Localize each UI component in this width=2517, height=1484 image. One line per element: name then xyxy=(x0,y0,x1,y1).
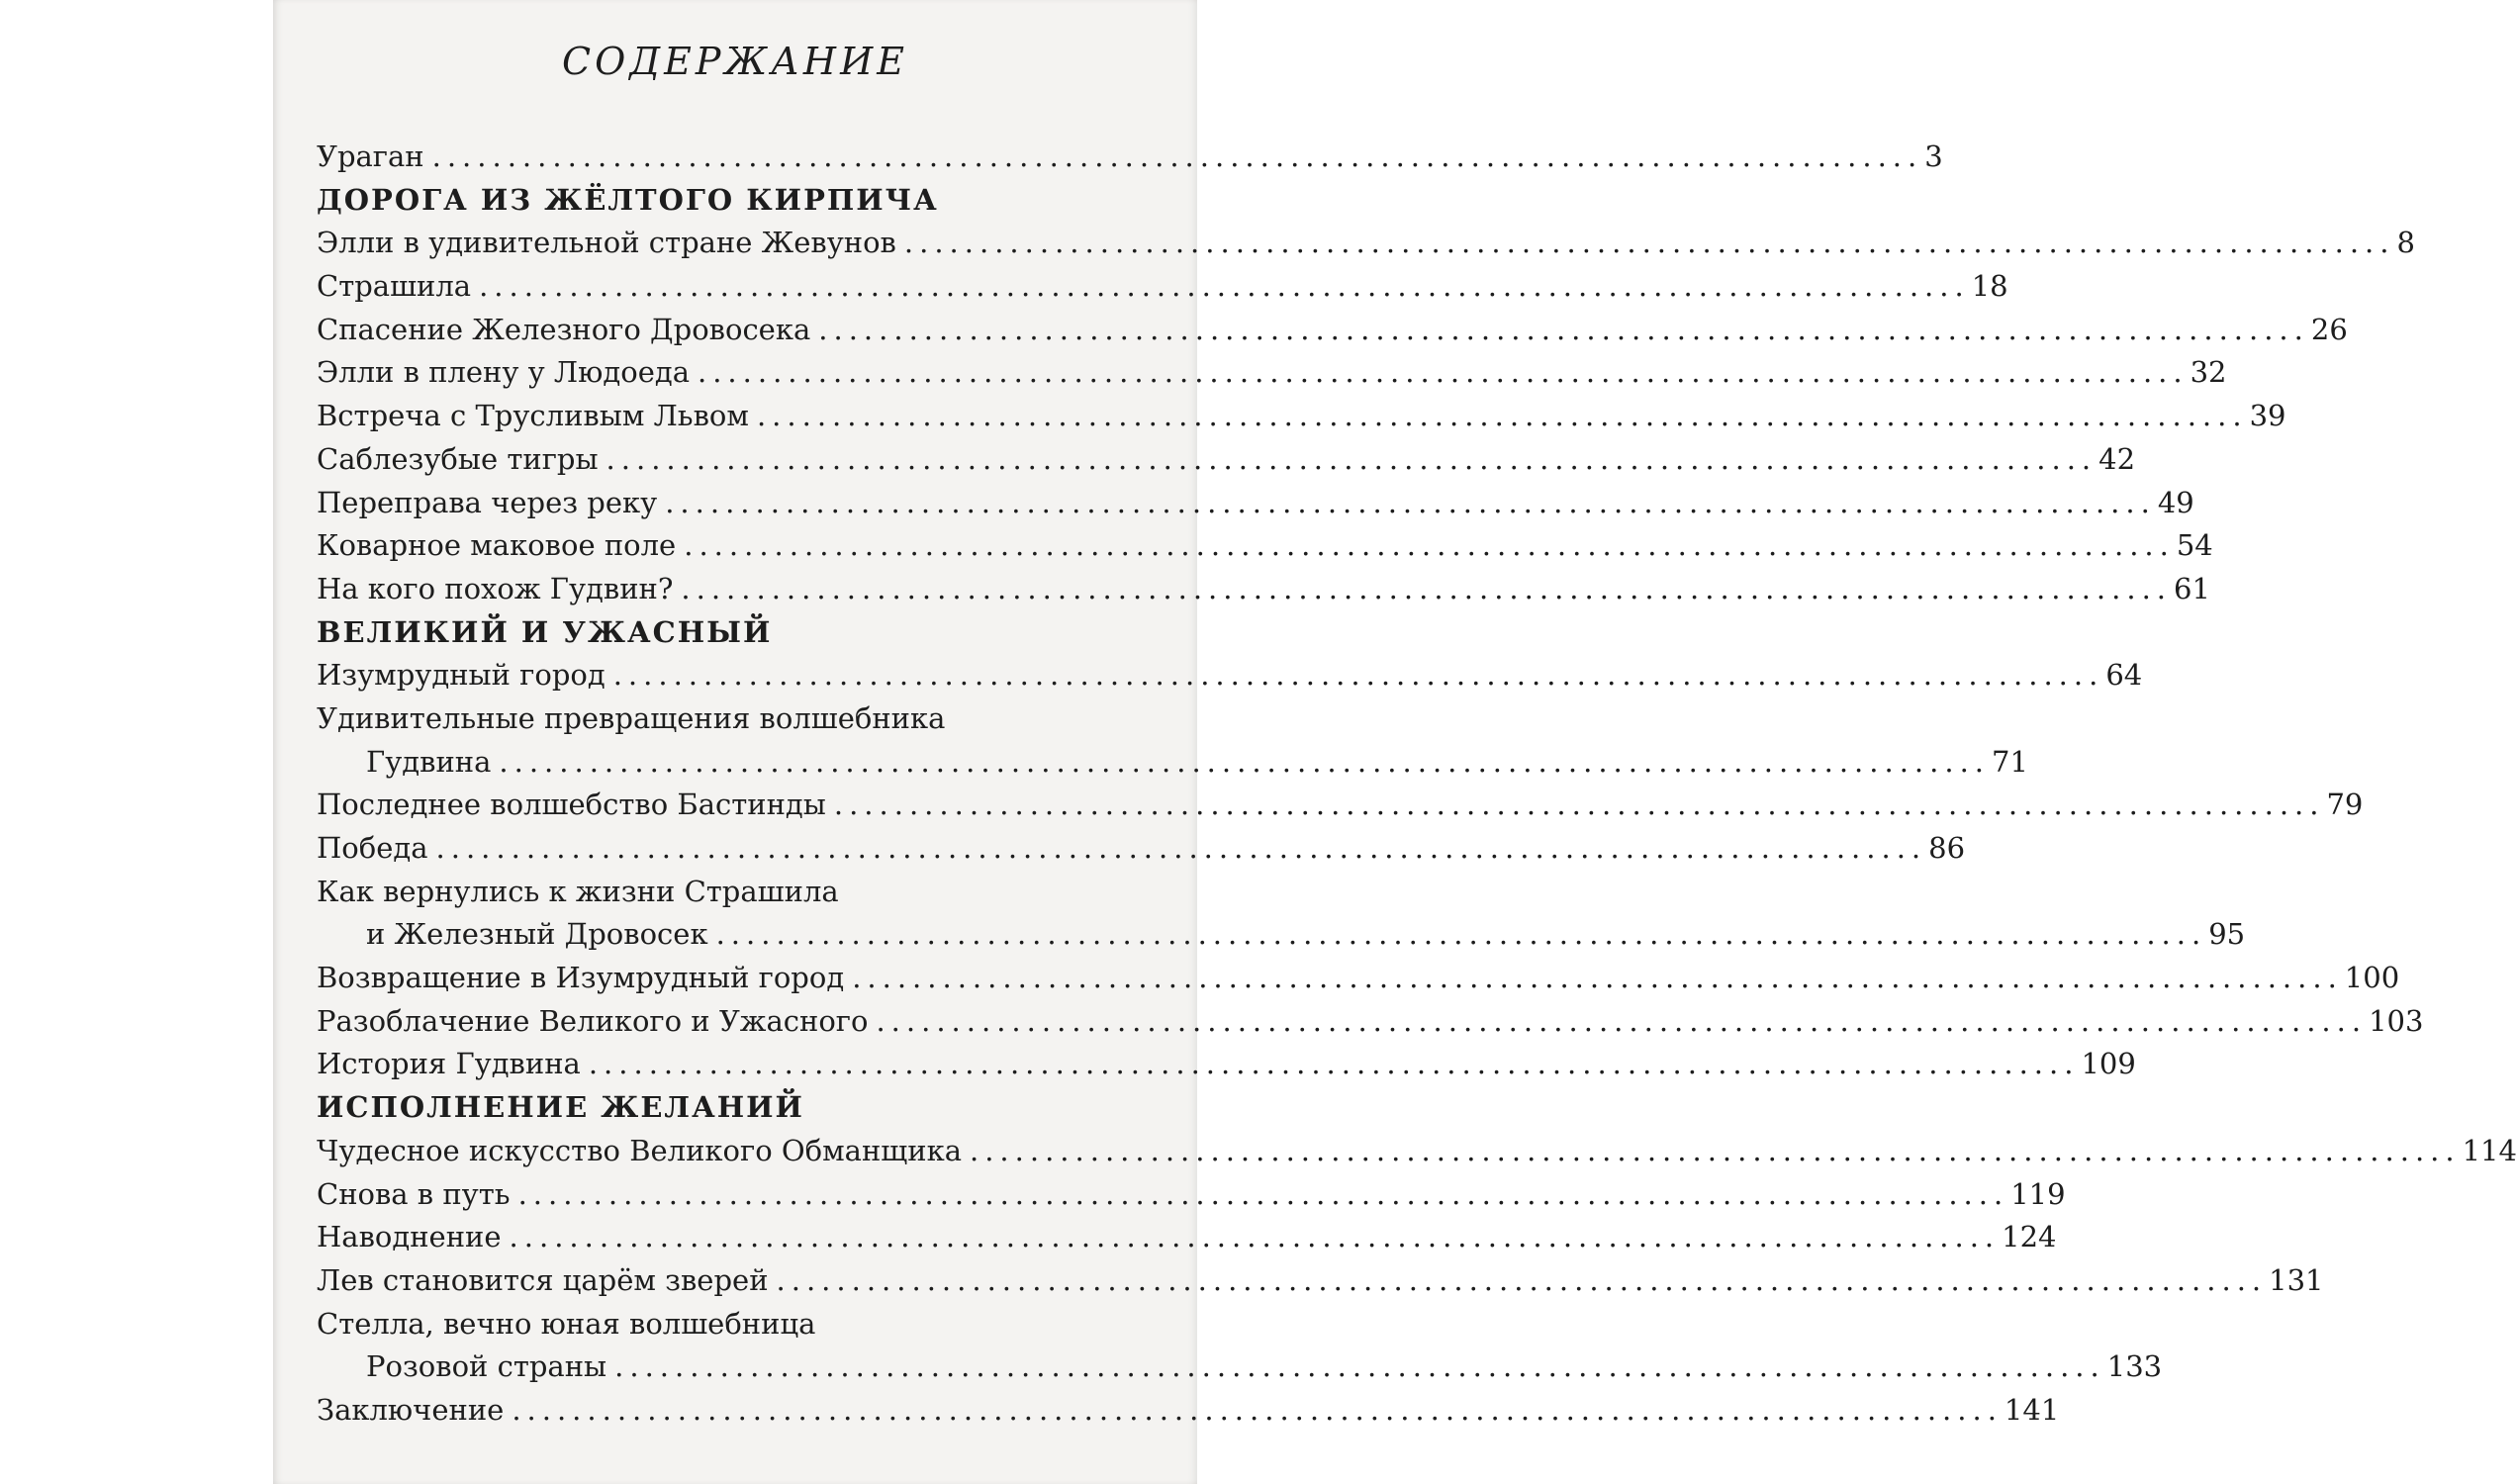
page-number: 71 xyxy=(1992,744,2028,779)
toc-entry xyxy=(317,871,1146,914)
page-number: 131 xyxy=(2269,1262,2324,1297)
chapter-title: Розовой страны xyxy=(366,1349,607,1384)
page-number: 141 xyxy=(2004,1392,2060,1427)
toc-entry xyxy=(317,827,1966,871)
leader-dots: ................................................................................................... xyxy=(903,226,2395,260)
toc-entry xyxy=(317,482,2194,525)
toc-entry xyxy=(317,1303,1146,1346)
leader-dots: ................................................................................................... xyxy=(588,1047,2080,1081)
chapter-title: Возвращение в Изумрудный город xyxy=(317,961,845,995)
toc-entry xyxy=(317,1259,2324,1303)
page-number: 49 xyxy=(2157,485,2194,519)
page-number: 100 xyxy=(2344,961,2400,995)
toc-entry xyxy=(317,1000,2424,1044)
page-number: 8 xyxy=(2396,226,2415,260)
page-number: 109 xyxy=(2081,1047,2136,1081)
leader-dots: ................................................................................................... xyxy=(614,1349,2105,1384)
page-number: 103 xyxy=(2369,1003,2424,1038)
leader-dots: ................................................................................................... xyxy=(833,788,2325,822)
chapter-title: Элли в плену у Людоеда xyxy=(317,355,690,390)
leader-dots: ................................................................................................... xyxy=(431,139,1923,173)
toc-entry xyxy=(317,136,1943,179)
chapter-title: Коварное маковое поле xyxy=(317,528,677,563)
toc-entry xyxy=(317,1345,2163,1389)
chapter-title: Наводнение xyxy=(317,1220,502,1254)
table-of-contents xyxy=(317,136,2517,1433)
chapter-title: Лев становится царём зверей xyxy=(317,1262,769,1297)
page-number: 54 xyxy=(2176,528,2213,563)
leader-dots: ................................................................................................... xyxy=(876,1003,2368,1038)
leader-dots: ................................................................................................... xyxy=(665,485,2156,519)
section-title: ИСПОЛНЕНИЕ ЖЕЛАНИЙ xyxy=(317,1090,804,1125)
page-title: СОДЕРЖАНИЕ xyxy=(562,40,908,83)
page-number: 3 xyxy=(1924,139,1943,173)
leader-dots: ................................................................................................... xyxy=(606,441,2098,476)
toc-entry xyxy=(317,438,2136,482)
page-number: 39 xyxy=(2249,399,2286,433)
chapter-title: Спасение Железного Дровосека xyxy=(317,312,811,346)
chapter-title: Снова в путь xyxy=(317,1176,511,1211)
leader-dots: ................................................................................................... xyxy=(776,1262,2268,1297)
chapter-title: Чудесное искусство Великого Обманщика xyxy=(317,1133,962,1167)
toc-entry xyxy=(317,1389,2060,1433)
page-number: 18 xyxy=(1971,269,2008,304)
page-number: 64 xyxy=(2105,658,2143,693)
chapter-title: и Железный Дровосек xyxy=(366,917,708,952)
page-number: 133 xyxy=(2106,1349,2163,1384)
leader-dots: ................................................................................................... xyxy=(612,658,2104,693)
toc-entry xyxy=(317,1173,2066,1217)
chapter-title: Встреча с Трусливым Львом xyxy=(317,399,749,433)
chapter-title: Заключение xyxy=(317,1392,505,1427)
section-title: ВЕЛИКИЙ И УЖАСНЫЙ xyxy=(317,614,773,649)
leader-dots: ................................................................................................... xyxy=(517,1176,2009,1211)
leader-dots: ................................................................................................... xyxy=(681,571,2173,605)
leader-dots: ................................................................................................... xyxy=(435,831,1927,865)
toc-entry xyxy=(317,784,2364,827)
chapter-title: История Гудвина xyxy=(317,1047,581,1081)
chapter-title: Гудвина xyxy=(366,744,492,779)
page-number: 79 xyxy=(2326,788,2364,822)
book-page xyxy=(273,0,2517,1484)
section-title: ДОРОГА ИЗ ЖЁЛТОГО КИРПИЧА xyxy=(317,182,939,217)
toc-section-heading xyxy=(317,611,1146,655)
page-number: 26 xyxy=(2310,312,2348,346)
leader-dots: ................................................................................................... xyxy=(698,355,2189,390)
toc-section-heading xyxy=(317,179,1146,223)
toc-entry xyxy=(317,568,2210,611)
page-number: 61 xyxy=(2174,571,2210,605)
chapter-title: Разоблачение Великого и Ужасного xyxy=(317,1003,869,1038)
toc-entry xyxy=(317,351,2227,395)
leader-dots: ................................................................................................... xyxy=(684,528,2175,563)
page-number: 86 xyxy=(1928,831,1966,865)
toc-entry xyxy=(317,654,2143,697)
toc-entry xyxy=(317,913,2246,957)
page-number: 42 xyxy=(2098,441,2136,476)
chapter-title: Элли в удивительной стране Жевунов xyxy=(317,226,896,260)
chapter-title: Страшила xyxy=(317,269,472,304)
toc-entry xyxy=(317,1216,2057,1259)
leader-dots: ................................................................................................... xyxy=(499,744,1991,779)
page-number: 32 xyxy=(2190,355,2227,390)
toc-entry xyxy=(317,524,2213,568)
toc-entry xyxy=(317,309,2348,352)
leader-dots: ................................................................................................... xyxy=(479,269,1970,304)
chapter-title: Как вернулись к жизни Страшила xyxy=(317,874,839,908)
page-number: 119 xyxy=(2010,1176,2066,1211)
chapter-title: Изумрудный город xyxy=(317,658,606,693)
chapter-title: Последнее волшебство Бастинды xyxy=(317,788,826,822)
toc-entry xyxy=(317,1130,2517,1173)
toc-entry xyxy=(317,395,2286,438)
toc-entry xyxy=(317,741,2028,785)
page-number: 114 xyxy=(2462,1133,2517,1167)
leader-dots: ................................................................................................... xyxy=(756,399,2248,433)
leader-dots: ................................................................................................... xyxy=(970,1133,2461,1167)
chapter-title: Победа xyxy=(317,831,428,865)
toc-entry xyxy=(317,1043,2136,1086)
chapter-title: Переправа через реку xyxy=(317,485,658,519)
toc-section-heading xyxy=(317,1086,1146,1130)
chapter-title: Саблезубые тигры xyxy=(317,441,599,476)
toc-entry xyxy=(317,697,1146,741)
leader-dots: ................................................................................................... xyxy=(715,917,2207,952)
chapter-title: На кого похож Гудвин? xyxy=(317,571,674,605)
leader-dots: ................................................................................................... xyxy=(512,1392,2003,1427)
leader-dots: ................................................................................................... xyxy=(818,312,2309,346)
page-number: 124 xyxy=(2002,1220,2057,1254)
leader-dots: ................................................................................................... xyxy=(852,961,2343,995)
leader-dots: ................................................................................................... xyxy=(509,1220,2001,1254)
chapter-title: Удивительные превращения волшебника xyxy=(317,700,946,735)
page-number: 95 xyxy=(2208,917,2246,952)
toc-entry xyxy=(317,265,2008,309)
toc-entry xyxy=(317,222,2415,265)
chapter-title: Ураган xyxy=(317,139,424,173)
toc-entry xyxy=(317,957,2400,1000)
chapter-title: Стелла, вечно юная волшебница xyxy=(317,1306,816,1341)
